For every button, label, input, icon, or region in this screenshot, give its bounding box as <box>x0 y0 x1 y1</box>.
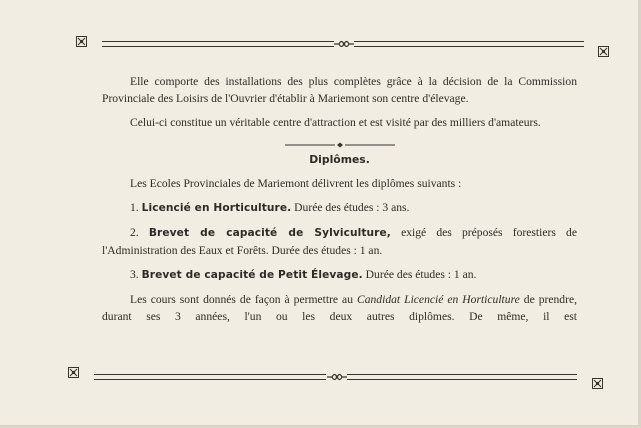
paragraph-installations: Elle comporte des installations des plus complètes grâce à la décision de la Commission Provinciale des Loisirs de l'Ouvrier d'établir à Mariemont son centre d'élevage. <box>102 75 577 105</box>
corner-ornament-icon <box>592 378 603 389</box>
top-rule-right <box>354 41 584 47</box>
diploma-description: exigé des préposés forestiers de l'Administration des Eaux et Forêts. Durée des études : 1 an. <box>102 226 577 257</box>
corner-ornament-icon <box>598 46 609 57</box>
fleuron-icon <box>327 371 347 383</box>
item-number: 3. <box>130 268 139 281</box>
diploma-title: Brevet de capacité de Petit Élevage. <box>141 269 363 281</box>
diploma-title: Licencié en Horticulture. <box>141 202 292 214</box>
item-number: 2. <box>130 226 139 239</box>
diploma-item-3 <box>102 266 577 284</box>
corner-ornament-icon <box>76 36 87 47</box>
diploma-duration: Durée des études : 1 an. <box>365 268 477 281</box>
paragraph-diplomas-intro: Les Ecoles Provinciales de Mariemont délivrent les diplômes suivants : <box>130 177 462 190</box>
separator-ornament-icon <box>285 142 395 148</box>
courses-text-end: de prendre, durant ses 3 années, l'un ou les deux autres diplômes. De même, il est <box>102 293 578 323</box>
item-number: 1. <box>130 201 139 214</box>
diploma-title: Brevet de capacité de Sylviculture, <box>148 227 391 239</box>
diploma-duration: Durée des études : 3 ans. <box>294 201 410 214</box>
bottom-rule-right <box>347 374 577 380</box>
diploma-item-2 <box>102 224 577 259</box>
fleuron-icon <box>334 38 354 50</box>
diploma-item-1 <box>102 199 577 217</box>
courses-text-start: Les cours sont donnés de façon à permettre au <box>130 293 353 306</box>
corner-ornament-icon <box>68 367 79 378</box>
section-heading: Diplômes. <box>309 153 370 166</box>
paragraph-attraction: Celui-ci constitue un véritable centre d'attraction et est visité par des milliers d'amateurs. <box>130 116 541 129</box>
candidate-title: Candidat Licencié en Horticulture <box>356 293 520 306</box>
page-text <box>102 73 577 325</box>
bottom-rule-left <box>94 374 326 380</box>
top-rule-left <box>102 41 334 47</box>
paragraph-courses <box>102 291 577 325</box>
section-separator <box>285 136 395 142</box>
